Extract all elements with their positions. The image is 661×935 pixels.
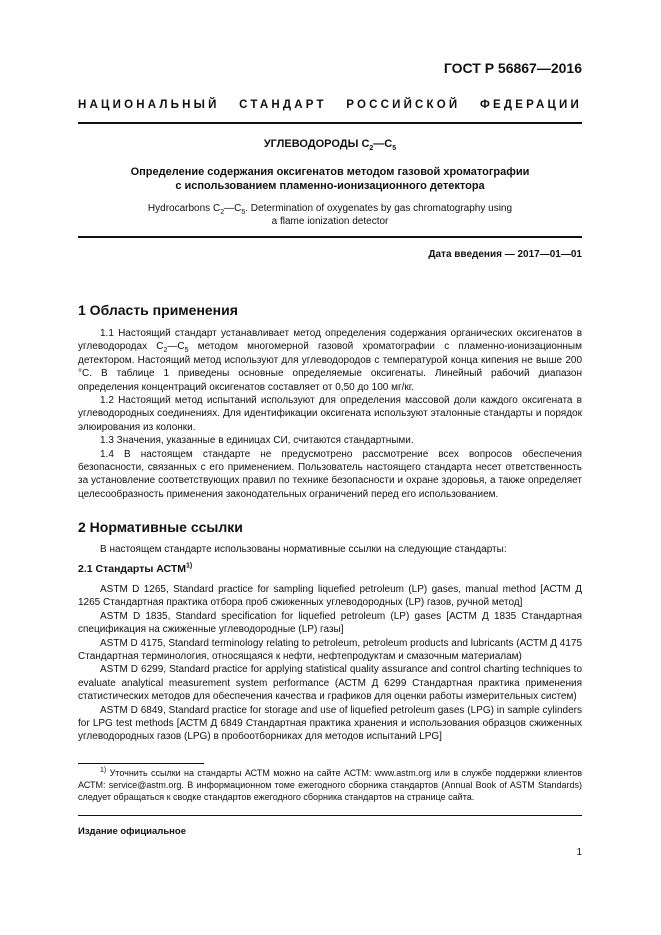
section-2-intro xyxy=(78,543,582,556)
english-title-line-1: Hydrocarbons $C_2—C_5$. Determination of oxygenates by gas chromatography using xyxy=(147,203,513,216)
national-standard-banner: НАЦИОНАЛЬНЫЙ СТАНДАРТ РОССИЙСКОЙ ФЕДЕРАЦИИ xyxy=(78,99,582,111)
reference-item: ASTM D 1835, Standard specification for liquefied petroleum (LP) gases [АСТМ Д 1835 Стандартная спецификация на сжиженные углеводородные (LP) газы] xyxy=(78,610,582,636)
reference-item: ASTM D 4175, Standard terminology relating to petroleum, petroleum products and lubricants (АСТМ Д 4175 Стандартная терминология, относящаяся к нефти, нефтепродуктам и смазочным материалам) xyxy=(78,637,583,663)
english-title-line-2: a flame ionization detector xyxy=(271,215,389,227)
english-title xyxy=(78,203,582,228)
document-title: УГЛЕВОДОРОДЫ $С_2—С_5$ xyxy=(263,138,397,153)
standard-id: ГОСТ Р 56867—2016 xyxy=(443,60,582,76)
footnote-text: $^{1)}$ Уточнить ссылки на стандарты АСТМ можно на сайте АСТМ: www.astm.org или в службе поддержки клиентов АСТМ: service@astm.org. В информационном томе ежегодного сборника стандартов (Annual Book of ASTM Standards) следует обращаться к сводке стандартов ежегодного сборника стандартов на странице сайта. xyxy=(78,767,582,802)
section-1-body xyxy=(78,327,582,501)
reference-item: ASTM D 1265, Standard practice for sampling liquefied petroleum (LP) gases, manual method [АСТМ Д 1265 Стандартная практика отбора проб сжиженных углеводородных (LP) газов, ручной метод] xyxy=(78,584,582,609)
title-rule xyxy=(78,236,582,238)
reference-item: ASTM D 6299, Standard practice for applying statistical quality assurance and control charting techniques to evaluate analytical measurement system performance (АСТМ Д 6299 Стандартная практика применения статистических методов для обеспечения качества и графиков для оценки работы измерительных систем) xyxy=(78,664,582,703)
paragraph-1-4: 1.4 В настоящем стандарте не предусмотрено рассмотрение всех вопросов обеспечения безопасности, связанных с его применением. Пользователь настоящего стандарта несет ответственность за установление соответствующих правил по технике безопасности и охране здоровья, а также определяет целесообразность применения законодательных ограничений перед его использованием. xyxy=(78,448,582,500)
paragraph-1-2: 1.2 Настоящий метод испытаний используют для определения массовой доли каждого оксигената в углеводородных соединениях. Для идентификации оксигената используют эталонные стандарты и порядок элюирования из колонки. xyxy=(78,395,582,433)
document-subtitle xyxy=(78,165,582,193)
footer-rule xyxy=(78,815,582,816)
subsection-2-1-heading: 2.1 Стандарты АСТМ$^{1)}$ xyxy=(78,562,193,575)
header-rule xyxy=(78,122,582,124)
page-number: 1 xyxy=(576,847,582,858)
footnote xyxy=(78,768,582,803)
paragraph-1-1: 1.1 Настоящий стандарт устанавливает метод определения содержания органических оксигенатов в углеводородах $С_2—С_5$ методом многомерной газовой хроматографии с пламенно-ионизационным детектором. Настоящий метод используют для углеводородов с температурой конца кипения не выше 200 °С. В таблице 1 приведены основные определяемые оксигенаты. Линейный рабочий диапазон определения концентраций оксигенатов составляет от 0,50 до 100 мг/кг. xyxy=(78,328,582,393)
subtitle-line-1: Определение содержания оксигенатов методом газовой хроматографии xyxy=(130,166,530,178)
section-1-heading: 1 Область применения xyxy=(78,302,238,318)
reference-item: ASTM D 6849, Standard practice for storage and use of liquefied petroleum gases (LPG) in sample cylinders for LPG test methods [АСТМ Д 6849 Стандартная практика хранения и использования образцов сжиженных углеводородных газов (LPG) в пробоотборниках для методов испытаний LPG] xyxy=(78,704,582,743)
astm-reference-list xyxy=(78,583,582,744)
subtitle-line-2: с использованием пламенно-ионизационного детектора xyxy=(175,180,485,192)
section-2-heading: 2 Нормативные ссылки xyxy=(78,519,243,535)
edition-label: Издание официальное xyxy=(78,826,186,837)
intro-date: Дата введения — 2017—01—01 xyxy=(428,249,582,260)
paragraph-1-3: 1.3 Значения, указанные в единицах СИ, считаются стандартными. xyxy=(100,435,414,447)
footnote-rule xyxy=(78,763,204,764)
section-2-intro-text: В настоящем стандарте использованы нормативные ссылки на следующие стандарты: xyxy=(100,544,507,555)
